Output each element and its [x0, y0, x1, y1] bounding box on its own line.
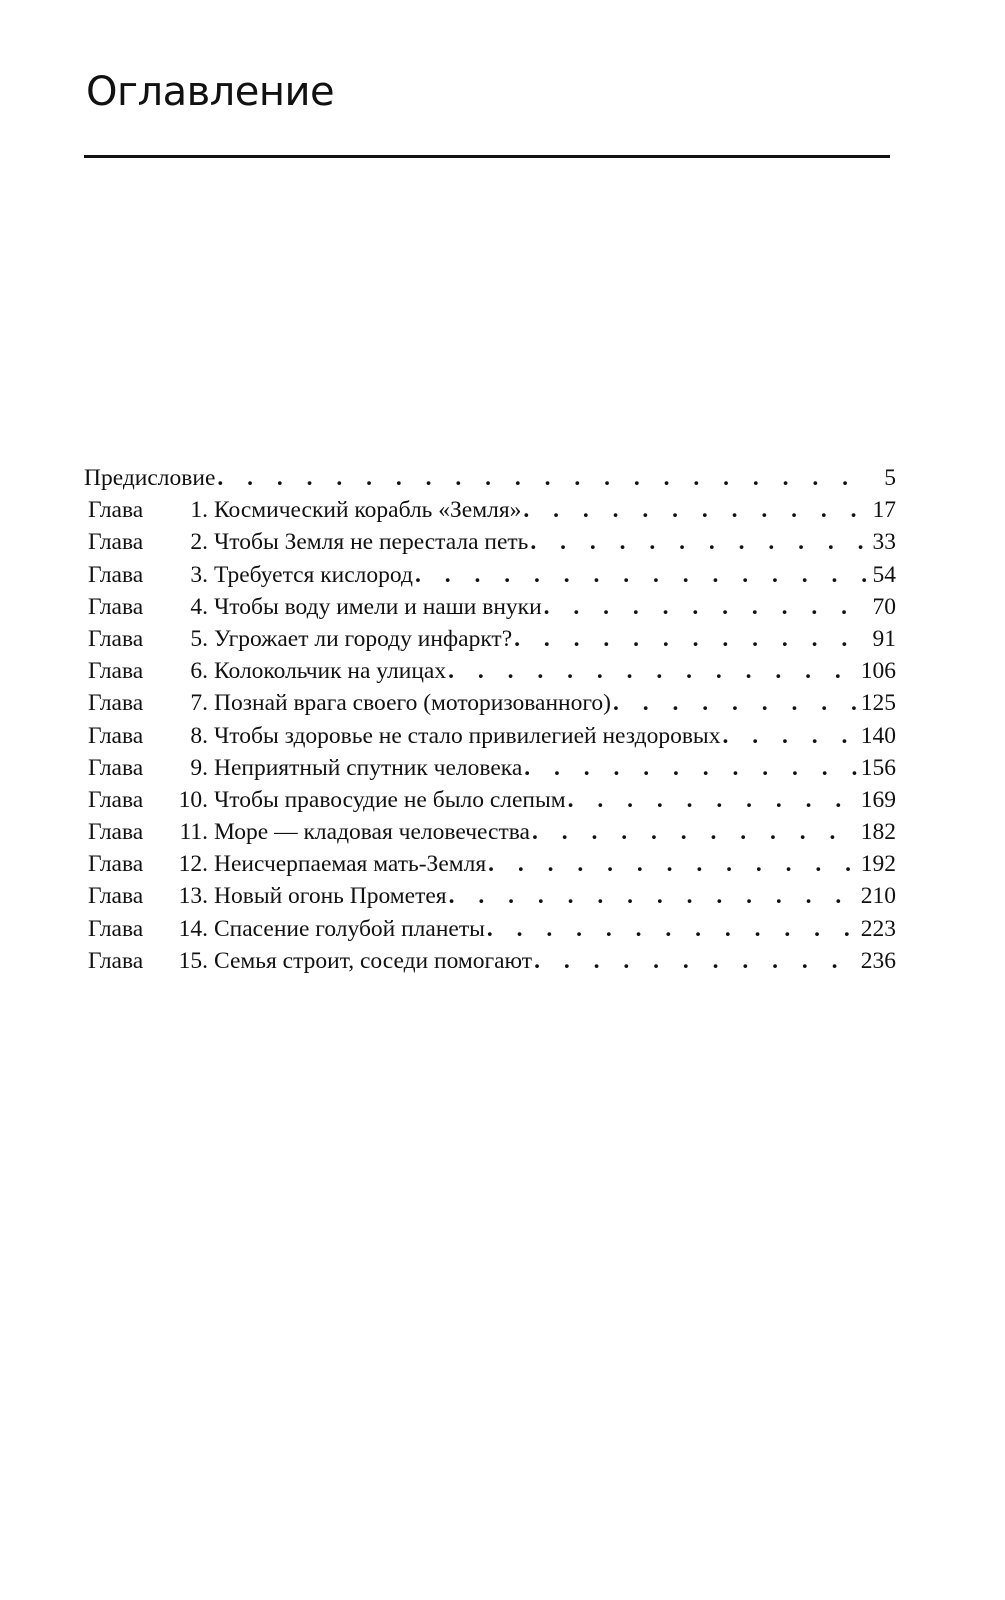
chapter-label: Глава — [88, 851, 144, 878]
chapter-label: Глава — [88, 947, 144, 974]
dot-leader — [524, 752, 858, 784]
chapter-label: Глава — [88, 915, 144, 942]
chapter-page-number: 156 — [860, 754, 896, 781]
chapter-number: 9. — [190, 754, 208, 781]
chapter-number: 8. — [190, 722, 208, 749]
dot-leader — [487, 913, 859, 945]
chapter-label: Глава — [88, 722, 144, 749]
chapter-page-number: 54 — [872, 561, 896, 588]
dot-leader — [530, 526, 868, 558]
chapter-label: Глава — [88, 754, 144, 781]
dot-leader — [514, 623, 868, 655]
chapter-page-number: 91 — [872, 625, 896, 652]
chapter-label: Глава — [88, 883, 144, 910]
chapter-title: Неприятный спутник человека — [214, 754, 523, 781]
toc-row-preface[interactable] — [84, 462, 896, 494]
chapter-title: Чтобы правосудие не было слепым — [214, 786, 566, 813]
page-title: Оглавление — [86, 69, 335, 115]
chapter-label: Глава — [88, 497, 144, 524]
toc-row-chapter[interactable] — [84, 848, 896, 880]
chapter-label: Глава — [88, 561, 144, 588]
toc-row-chapter[interactable] — [84, 526, 896, 558]
chapter-page-number: 106 — [860, 658, 896, 685]
chapter-label: Глава — [88, 690, 144, 717]
toc-row-chapter[interactable] — [84, 591, 896, 623]
chapter-number: 13. — [178, 883, 208, 910]
chapter-page-number: 17 — [872, 497, 896, 524]
dot-leader — [217, 462, 868, 494]
dot-leader — [488, 848, 859, 880]
title-rule — [84, 155, 890, 158]
dot-leader — [449, 880, 859, 912]
dot-leader — [415, 559, 868, 591]
chapter-label: Глава — [88, 819, 144, 846]
toc-row-chapter[interactable] — [84, 687, 896, 719]
chapter-number: 4. — [190, 593, 208, 620]
chapter-page-number: 70 — [872, 593, 896, 620]
chapter-label: Глава — [88, 625, 144, 652]
toc-row-chapter[interactable] — [84, 494, 896, 526]
toc-row-chapter[interactable] — [84, 655, 896, 687]
toc-row-chapter[interactable] — [84, 945, 896, 977]
toc-row-chapter[interactable] — [84, 559, 896, 591]
chapter-page-number: 210 — [860, 883, 896, 910]
dot-leader — [523, 494, 868, 526]
chapter-number: 6. — [190, 658, 208, 685]
chapter-page-number: 236 — [860, 947, 896, 974]
toc-row-chapter[interactable] — [84, 784, 896, 816]
chapter-title: Новый огонь Прометея — [214, 883, 447, 910]
chapter-label: Глава — [88, 593, 144, 620]
chapter-number: 14. — [178, 915, 208, 942]
chapter-label: Глава — [88, 658, 144, 685]
chapter-page-number: 140 — [860, 722, 896, 749]
chapter-page-number: 223 — [860, 915, 896, 942]
dot-leader — [448, 655, 859, 687]
chapter-page-number: 125 — [860, 690, 896, 717]
toc-row-chapter[interactable] — [84, 752, 896, 784]
dot-leader — [722, 720, 858, 752]
preface-title: Предисловие — [84, 465, 216, 491]
dot-leader — [613, 687, 859, 719]
table-of-contents — [84, 462, 896, 977]
dot-leader — [568, 784, 859, 816]
toc-row-chapter[interactable] — [84, 816, 896, 848]
chapter-title: Требуется кислород — [214, 561, 413, 588]
chapter-title: Семья строит, соседи помогают — [214, 947, 533, 974]
chapter-number: 1. — [190, 497, 208, 524]
chapter-title: Чтобы воду имели и наши внуки — [214, 593, 542, 620]
chapter-number: 10. — [178, 786, 208, 813]
chapter-number: 5. — [190, 625, 208, 652]
chapter-page-number: 192 — [860, 851, 896, 878]
chapter-number: 7. — [190, 690, 208, 717]
chapter-title: Космический корабль «Земля» — [214, 497, 522, 524]
dot-leader — [532, 816, 859, 848]
toc-row-chapter[interactable] — [84, 880, 896, 912]
chapter-number: 15. — [178, 947, 208, 974]
chapter-page-number: 33 — [872, 529, 896, 556]
chapter-title: Познай врага своего (моторизованного) — [214, 690, 612, 717]
dot-leader — [544, 591, 868, 623]
toc-row-chapter[interactable] — [84, 720, 896, 752]
dot-leader — [534, 945, 859, 977]
chapter-number: 11. — [179, 819, 208, 846]
chapter-title: Колокольчик на улицах — [214, 658, 447, 685]
chapter-title: Чтобы Земля не перестала петь — [214, 529, 529, 556]
chapter-title: Угрожает ли городу инфаркт? — [214, 625, 513, 652]
chapter-title: Море — кладовая человечества — [214, 819, 530, 846]
chapter-title: Неисчерпаемая мать-Земля — [214, 851, 487, 878]
chapter-label: Глава — [88, 786, 144, 813]
chapter-number: 3. — [190, 561, 208, 588]
toc-row-chapter[interactable] — [84, 913, 896, 945]
chapter-page-number: 182 — [860, 819, 896, 846]
chapter-page-number: 169 — [860, 786, 896, 813]
chapter-number: 2. — [190, 529, 208, 556]
chapter-title: Спасение голубой планеты — [214, 915, 485, 942]
chapter-label: Глава — [88, 529, 144, 556]
chapter-number: 12. — [178, 851, 208, 878]
preface-page-number: 5 — [884, 465, 896, 491]
chapter-title: Чтобы здоровье не стало привилегией нездоровых — [214, 722, 721, 749]
toc-row-chapter[interactable] — [84, 623, 896, 655]
